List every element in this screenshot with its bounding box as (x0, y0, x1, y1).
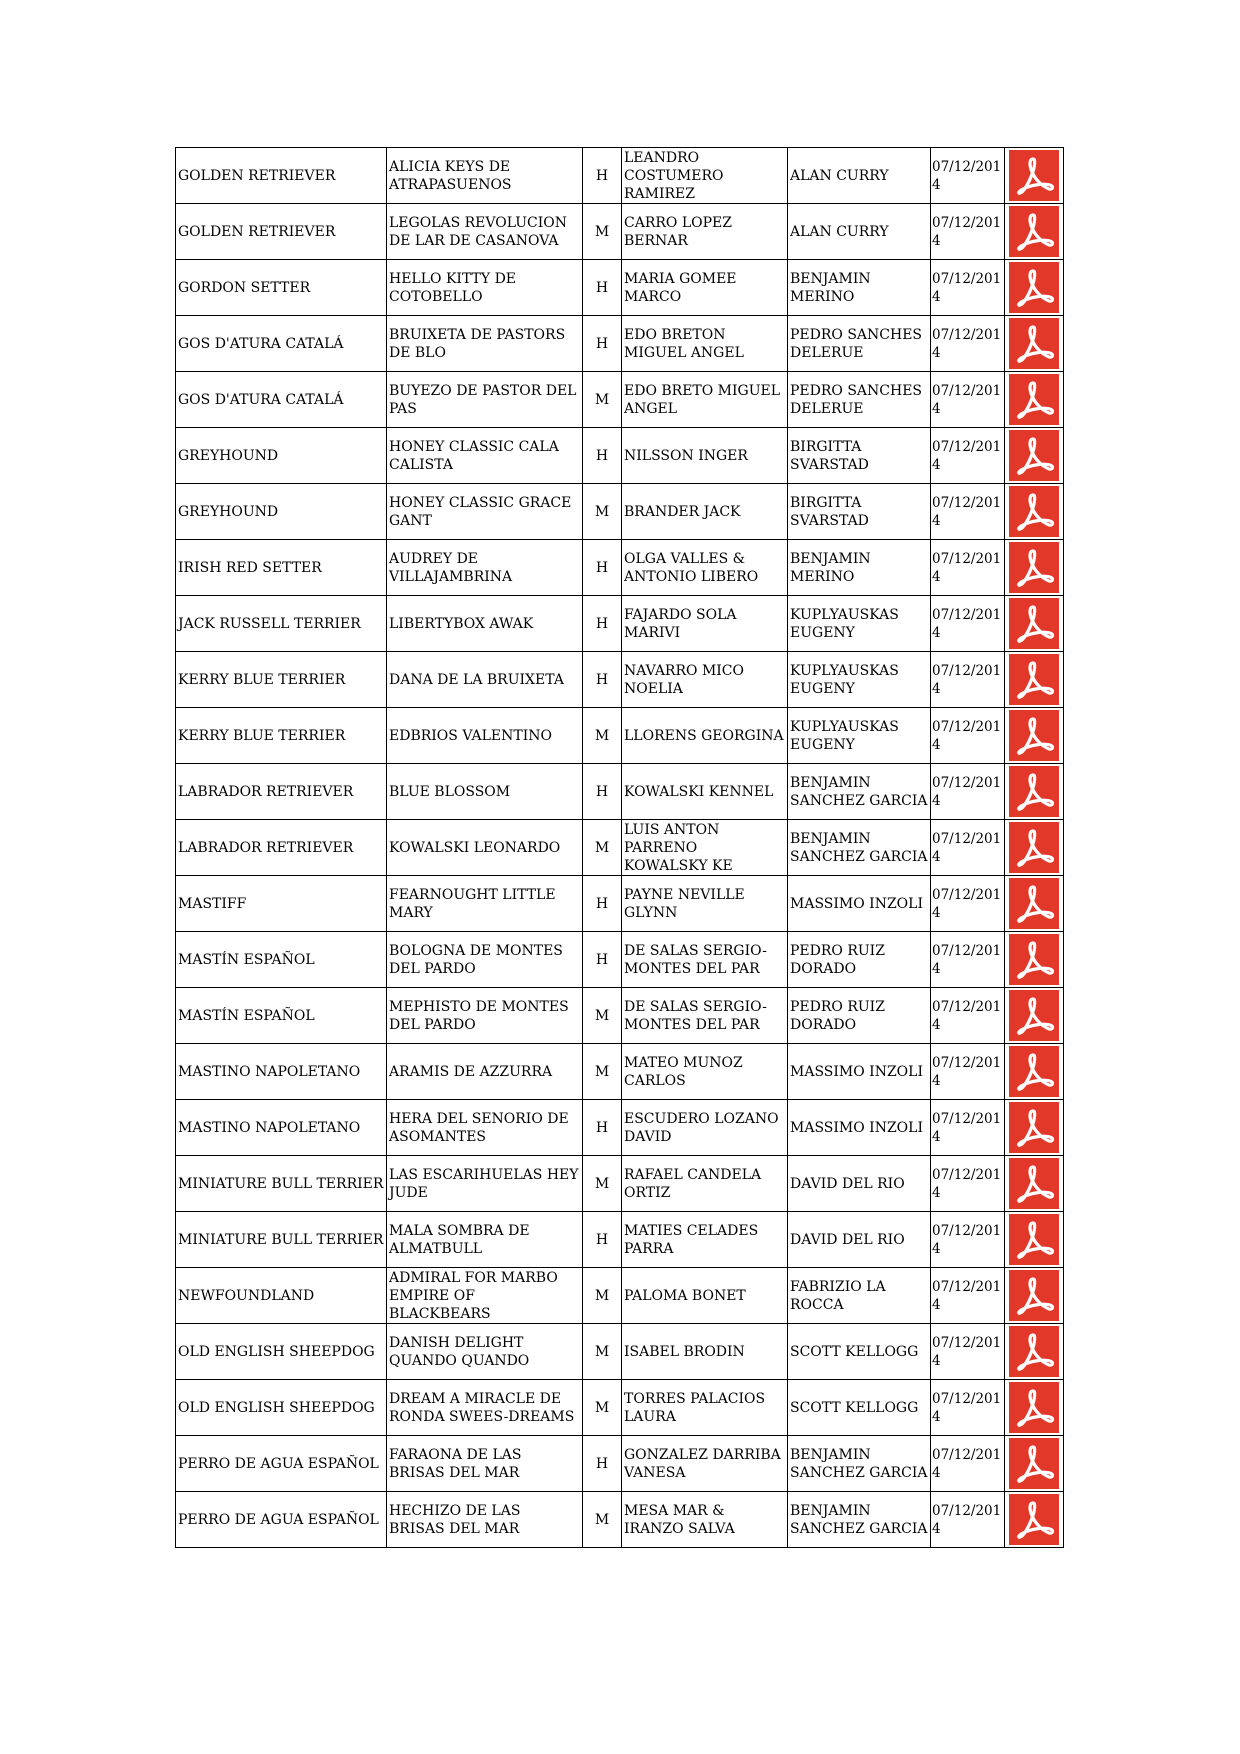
acrobat-pdf-icon[interactable] (1009, 1438, 1059, 1489)
sex-cell: M (583, 1156, 622, 1212)
table-row (176, 372, 1064, 428)
pdf-cell (1005, 484, 1064, 540)
date-cell: 07/12/2014 (931, 1268, 1005, 1324)
date-cell: 07/12/2014 (931, 540, 1005, 596)
judge-cell: ALAN CURRY (788, 204, 931, 260)
owner-cell: EDO BRETO MIGUEL ANGEL (622, 372, 788, 428)
judge-cell: PEDRO SANCHES DELERUE (788, 316, 931, 372)
dog-name-cell: HONEY CLASSIC CALA CALISTA (387, 428, 583, 484)
dog-name-cell: DANA DE LA BRUIXETA (387, 652, 583, 708)
sex-cell: H (583, 876, 622, 932)
sex-cell: H (583, 764, 622, 820)
sex-cell: M (583, 204, 622, 260)
pdf-cell (1005, 1044, 1064, 1100)
table-row (176, 1212, 1064, 1268)
date-cell: 07/12/2014 (931, 876, 1005, 932)
dog-name-cell: HECHIZO DE LAS BRISAS DEL MAR (387, 1492, 583, 1548)
pdf-cell (1005, 372, 1064, 428)
owner-cell: MATEO MUNOZ CARLOS (622, 1044, 788, 1100)
dog-name-cell: LIBERTYBOX AWAK (387, 596, 583, 652)
dog-name-cell: FARAONA DE LAS BRISAS DEL MAR (387, 1436, 583, 1492)
table-row (176, 764, 1064, 820)
acrobat-pdf-icon[interactable] (1009, 1214, 1059, 1265)
breed-cell: GOS D'ATURA CATALÁ (176, 372, 387, 428)
judge-cell: PEDRO RUIZ DORADO (788, 932, 931, 988)
table-row (176, 820, 1064, 876)
acrobat-pdf-icon[interactable] (1009, 206, 1059, 257)
breed-cell: GREYHOUND (176, 428, 387, 484)
pdf-cell (1005, 876, 1064, 932)
judge-cell: MASSIMO INZOLI (788, 876, 931, 932)
date-cell: 07/12/2014 (931, 1156, 1005, 1212)
dog-name-cell: MALA SOMBRA DE ALMATBULL (387, 1212, 583, 1268)
breed-cell: PERRO DE AGUA ESPAÑOL (176, 1492, 387, 1548)
pdf-cell (1005, 988, 1064, 1044)
date-cell: 07/12/2014 (931, 932, 1005, 988)
judge-cell: KUPLYAUSKAS EUGENY (788, 652, 931, 708)
sex-cell: M (583, 1324, 622, 1380)
table-row (176, 204, 1064, 260)
pdf-cell (1005, 148, 1064, 204)
sex-cell: H (583, 540, 622, 596)
sex-cell: M (583, 708, 622, 764)
breed-cell: GREYHOUND (176, 484, 387, 540)
breed-cell: MASTÍN ESPAÑOL (176, 988, 387, 1044)
acrobat-pdf-icon[interactable] (1009, 1270, 1059, 1321)
sex-cell: H (583, 148, 622, 204)
owner-cell: LUIS ANTON PARRENO KOWALSKY KE (622, 820, 788, 876)
breed-cell: PERRO DE AGUA ESPAÑOL (176, 1436, 387, 1492)
sex-cell: M (583, 820, 622, 876)
judge-cell: BENJAMIN MERINO (788, 260, 931, 316)
judge-cell: SCOTT KELLOGG (788, 1324, 931, 1380)
dog-name-cell: BUYEZO DE PASTOR DEL PAS (387, 372, 583, 428)
pdf-cell (1005, 1212, 1064, 1268)
date-cell: 07/12/2014 (931, 1100, 1005, 1156)
owner-cell: MARIA GOMEE MARCO (622, 260, 788, 316)
date-cell: 07/12/2014 (931, 988, 1005, 1044)
dog-name-cell: KOWALSKI LEONARDO (387, 820, 583, 876)
table-row (176, 1324, 1064, 1380)
dog-name-cell: DREAM A MIRACLE DE RONDA SWEES-DREAMS (387, 1380, 583, 1436)
owner-cell: NILSSON INGER (622, 428, 788, 484)
breed-cell: GOS D'ATURA CATALÁ (176, 316, 387, 372)
owner-cell: DE SALAS SERGIO-MONTES DEL PAR (622, 988, 788, 1044)
pdf-cell (1005, 596, 1064, 652)
table-row (176, 1268, 1064, 1324)
table-row (176, 932, 1064, 988)
date-cell: 07/12/2014 (931, 260, 1005, 316)
acrobat-pdf-icon[interactable] (1009, 374, 1059, 425)
breed-cell: MASTIFF (176, 876, 387, 932)
breed-cell: LABRADOR RETRIEVER (176, 764, 387, 820)
table-row (176, 708, 1064, 764)
pdf-cell (1005, 260, 1064, 316)
dog-name-cell: EDBRIOS VALENTINO (387, 708, 583, 764)
breed-cell: MINIATURE BULL TERRIER (176, 1212, 387, 1268)
breed-cell: MASTINO NAPOLETANO (176, 1044, 387, 1100)
sex-cell: H (583, 932, 622, 988)
judge-cell: KUPLYAUSKAS EUGENY (788, 708, 931, 764)
date-cell: 07/12/2014 (931, 1492, 1005, 1548)
breed-cell: OLD ENGLISH SHEEPDOG (176, 1380, 387, 1436)
pdf-cell (1005, 1324, 1064, 1380)
acrobat-pdf-icon[interactable] (1009, 542, 1059, 593)
table-row (176, 1156, 1064, 1212)
judge-cell: SCOTT KELLOGG (788, 1380, 931, 1436)
owner-cell: ISABEL BRODIN (622, 1324, 788, 1380)
sex-cell: M (583, 1492, 622, 1548)
acrobat-pdf-icon[interactable] (1009, 878, 1059, 929)
acrobat-pdf-icon[interactable] (1009, 1158, 1059, 1209)
judge-cell: MASSIMO INZOLI (788, 1044, 931, 1100)
date-cell: 07/12/2014 (931, 148, 1005, 204)
breed-cell: GOLDEN RETRIEVER (176, 148, 387, 204)
owner-cell: EDO BRETON MIGUEL ANGEL (622, 316, 788, 372)
sex-cell: M (583, 1380, 622, 1436)
owner-cell: GONZALEZ DARRIBA VANESA (622, 1436, 788, 1492)
breed-cell: MINIATURE BULL TERRIER (176, 1156, 387, 1212)
judge-cell: BENJAMIN SANCHEZ GARCIA (788, 764, 931, 820)
date-cell: 07/12/2014 (931, 1380, 1005, 1436)
sex-cell: M (583, 1044, 622, 1100)
breed-cell: IRISH RED SETTER (176, 540, 387, 596)
sex-cell: M (583, 988, 622, 1044)
owner-cell: TORRES PALACIOS LAURA (622, 1380, 788, 1436)
pdf-cell (1005, 764, 1064, 820)
acrobat-pdf-icon[interactable] (1009, 766, 1059, 817)
owner-cell: RAFAEL CANDELA ORTIZ (622, 1156, 788, 1212)
acrobat-pdf-icon[interactable] (1009, 822, 1059, 873)
dog-name-cell: HELLO KITTY DE COTOBELLO (387, 260, 583, 316)
dog-name-cell: LAS ESCARIHUELAS HEY JUDE (387, 1156, 583, 1212)
owner-cell: MATIES CELADES PARRA (622, 1212, 788, 1268)
table-row (176, 876, 1064, 932)
date-cell: 07/12/2014 (931, 1044, 1005, 1100)
pdf-cell (1005, 932, 1064, 988)
judge-cell: BIRGITTA SVARSTAD (788, 484, 931, 540)
judge-cell: BENJAMIN SANCHEZ GARCIA (788, 1492, 931, 1548)
dog-name-cell: BRUIXETA DE PASTORS DE BLO (387, 316, 583, 372)
acrobat-pdf-icon[interactable] (1009, 318, 1059, 369)
date-cell: 07/12/2014 (931, 764, 1005, 820)
sex-cell: M (583, 484, 622, 540)
date-cell: 07/12/2014 (931, 1436, 1005, 1492)
pdf-cell (1005, 1492, 1064, 1548)
table-row (176, 652, 1064, 708)
judge-cell: BENJAMIN SANCHEZ GARCIA (788, 1436, 931, 1492)
pdf-cell (1005, 652, 1064, 708)
owner-cell: KOWALSKI KENNEL (622, 764, 788, 820)
judge-cell: KUPLYAUSKAS EUGENY (788, 596, 931, 652)
owner-cell: MESA MAR & IRANZO SALVA (622, 1492, 788, 1548)
sex-cell: H (583, 260, 622, 316)
pdf-cell (1005, 1380, 1064, 1436)
judge-cell: DAVID DEL RIO (788, 1212, 931, 1268)
pdf-cell (1005, 708, 1064, 764)
table-row (176, 596, 1064, 652)
acrobat-pdf-icon[interactable] (1009, 486, 1059, 537)
dog-name-cell: FEARNOUGHT LITTLE MARY (387, 876, 583, 932)
judge-cell: DAVID DEL RIO (788, 1156, 931, 1212)
acrobat-pdf-icon[interactable] (1009, 710, 1059, 761)
breed-cell: KERRY BLUE TERRIER (176, 652, 387, 708)
acrobat-pdf-icon[interactable] (1009, 934, 1059, 985)
table-row (176, 540, 1064, 596)
pdf-cell (1005, 1268, 1064, 1324)
table-row (176, 1492, 1064, 1548)
sex-cell: H (583, 1212, 622, 1268)
acrobat-pdf-icon[interactable] (1009, 150, 1059, 201)
sex-cell: H (583, 652, 622, 708)
dog-name-cell: AUDREY DE VILLAJAMBRINA (387, 540, 583, 596)
date-cell: 07/12/2014 (931, 1212, 1005, 1268)
dog-name-cell: HONEY CLASSIC GRACE GANT (387, 484, 583, 540)
date-cell: 07/12/2014 (931, 820, 1005, 876)
sex-cell: H (583, 316, 622, 372)
date-cell: 07/12/2014 (931, 1324, 1005, 1380)
dog-name-cell: DANISH DELIGHT QUANDO QUANDO (387, 1324, 583, 1380)
acrobat-pdf-icon[interactable] (1009, 654, 1059, 705)
breed-cell: GORDON SETTER (176, 260, 387, 316)
breed-cell: MASTINO NAPOLETANO (176, 1100, 387, 1156)
sex-cell: H (583, 1100, 622, 1156)
pdf-cell (1005, 204, 1064, 260)
date-cell: 07/12/2014 (931, 372, 1005, 428)
judge-cell: PEDRO SANCHES DELERUE (788, 372, 931, 428)
table-row (176, 484, 1064, 540)
owner-cell: CARRO LOPEZ BERNAR (622, 204, 788, 260)
judge-cell: ALAN CURRY (788, 148, 931, 204)
dog-name-cell: ADMIRAL FOR MARBO EMPIRE OF BLACKBEARS (387, 1268, 583, 1324)
judge-cell: PEDRO RUIZ DORADO (788, 988, 931, 1044)
judge-cell: BIRGITTA SVARSTAD (788, 428, 931, 484)
owner-cell: LLORENS GEORGINA (622, 708, 788, 764)
table-row (176, 148, 1064, 204)
pdf-cell (1005, 540, 1064, 596)
breed-cell: GOLDEN RETRIEVER (176, 204, 387, 260)
owner-cell: PAYNE NEVILLE GLYNN (622, 876, 788, 932)
table-row (176, 988, 1064, 1044)
table-row (176, 428, 1064, 484)
judge-cell: BENJAMIN MERINO (788, 540, 931, 596)
date-cell: 07/12/2014 (931, 316, 1005, 372)
table-row (176, 1044, 1064, 1100)
acrobat-pdf-icon[interactable] (1009, 1326, 1059, 1377)
pdf-cell (1005, 1436, 1064, 1492)
results-table (175, 147, 1064, 1548)
sex-cell: M (583, 372, 622, 428)
pdf-cell (1005, 428, 1064, 484)
table-row (176, 1100, 1064, 1156)
acrobat-pdf-icon[interactable] (1009, 990, 1059, 1041)
dog-name-cell: ALICIA KEYS DE ATRAPASUENOS (387, 148, 583, 204)
acrobat-pdf-icon[interactable] (1009, 262, 1059, 313)
acrobat-pdf-icon[interactable] (1009, 1382, 1059, 1433)
owner-cell: OLGA VALLES & ANTONIO LIBERO (622, 540, 788, 596)
pdf-cell (1005, 1100, 1064, 1156)
results-table-body (176, 148, 1064, 1548)
sex-cell: M (583, 1268, 622, 1324)
breed-cell: LABRADOR RETRIEVER (176, 820, 387, 876)
table-row (176, 1380, 1064, 1436)
owner-cell: BRANDER JACK (622, 484, 788, 540)
date-cell: 07/12/2014 (931, 596, 1005, 652)
table-row (176, 1436, 1064, 1492)
acrobat-pdf-icon[interactable] (1009, 1046, 1059, 1097)
pdf-cell (1005, 316, 1064, 372)
dog-name-cell: ARAMIS DE AZZURRA (387, 1044, 583, 1100)
dog-name-cell: HERA DEL SENORIO DE ASOMANTES (387, 1100, 583, 1156)
breed-cell: OLD ENGLISH SHEEPDOG (176, 1324, 387, 1380)
sex-cell: H (583, 428, 622, 484)
judge-cell: FABRIZIO LA ROCCA (788, 1268, 931, 1324)
sex-cell: H (583, 1436, 622, 1492)
acrobat-pdf-icon[interactable] (1009, 1494, 1059, 1545)
owner-cell: DE SALAS SERGIO-MONTES DEL PAR (622, 932, 788, 988)
owner-cell: NAVARRO MICO NOELIA (622, 652, 788, 708)
table-row (176, 316, 1064, 372)
breed-cell: JACK RUSSELL TERRIER (176, 596, 387, 652)
judge-cell: MASSIMO INZOLI (788, 1100, 931, 1156)
table-row (176, 260, 1064, 316)
acrobat-pdf-icon[interactable] (1009, 1102, 1059, 1153)
dog-name-cell: MEPHISTO DE MONTES DEL PARDO (387, 988, 583, 1044)
breed-cell: KERRY BLUE TERRIER (176, 708, 387, 764)
owner-cell: ESCUDERO LOZANO DAVID (622, 1100, 788, 1156)
acrobat-pdf-icon[interactable] (1009, 430, 1059, 481)
date-cell: 07/12/2014 (931, 484, 1005, 540)
pdf-cell (1005, 1156, 1064, 1212)
date-cell: 07/12/2014 (931, 652, 1005, 708)
sex-cell: H (583, 596, 622, 652)
dog-name-cell: BOLOGNA DE MONTES DEL PARDO (387, 932, 583, 988)
owner-cell: PALOMA BONET (622, 1268, 788, 1324)
dog-name-cell: LEGOLAS REVOLUCION DE LAR DE CASANOVA (387, 204, 583, 260)
judge-cell: BENJAMIN SANCHEZ GARCIA (788, 820, 931, 876)
breed-cell: NEWFOUNDLAND (176, 1268, 387, 1324)
pdf-cell (1005, 820, 1064, 876)
date-cell: 07/12/2014 (931, 428, 1005, 484)
owner-cell: FAJARDO SOLA MARIVI (622, 596, 788, 652)
acrobat-pdf-icon[interactable] (1009, 598, 1059, 649)
date-cell: 07/12/2014 (931, 204, 1005, 260)
breed-cell: MASTÍN ESPAÑOL (176, 932, 387, 988)
dog-name-cell: BLUE BLOSSOM (387, 764, 583, 820)
date-cell: 07/12/2014 (931, 708, 1005, 764)
owner-cell: LEANDRO COSTUMERO RAMIREZ (622, 148, 788, 204)
